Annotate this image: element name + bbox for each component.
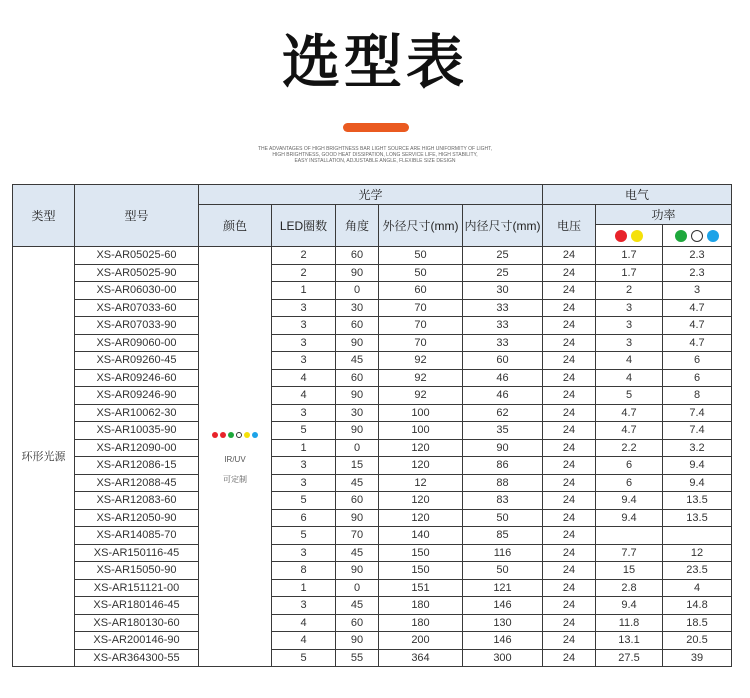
power-1-cell: 1.7	[596, 247, 663, 265]
inner-size-cell: 90	[463, 439, 543, 457]
angle-cell: 0	[336, 282, 379, 300]
header-optics: 光学	[199, 185, 543, 205]
angle-cell: 90	[336, 509, 379, 527]
angle-cell: 90	[336, 387, 379, 405]
power-2-cell: 8	[663, 387, 732, 405]
voltage-cell: 24	[543, 352, 596, 370]
voltage-cell: 24	[543, 509, 596, 527]
header-outer-size: 外径尺寸(mm)	[379, 205, 463, 247]
voltage-cell: 24	[543, 614, 596, 632]
angle-cell: 90	[336, 264, 379, 282]
led-rings-cell: 1	[272, 579, 336, 597]
model-cell: XS-AR10062-30	[75, 404, 199, 422]
table-row	[13, 509, 732, 527]
power-2-cell: 6	[663, 352, 732, 370]
power-1-cell: 13.1	[596, 632, 663, 650]
subtitle-line: HIGH BRIGHTNESS, GOOD HEAT DISSIPATION, LONG SERVICE LIFE, HIGH STABILITY,	[272, 152, 478, 158]
power-2-cell: 2.3	[663, 264, 732, 282]
power-1-cell: 4	[596, 369, 663, 387]
model-cell: XS-AR12088-45	[75, 474, 199, 492]
led-rings-cell: 3	[272, 457, 336, 475]
power-2-cell: 4.7	[663, 317, 732, 335]
power-2-cell: 13.5	[663, 509, 732, 527]
power-2-cell: 12	[663, 544, 732, 562]
white-dot-icon	[236, 432, 242, 438]
inner-size-cell: 146	[463, 597, 543, 615]
green-dot-icon	[228, 432, 234, 438]
voltage-cell: 24	[543, 422, 596, 440]
led-rings-cell: 5	[272, 649, 336, 667]
yellow-dot-icon	[631, 230, 643, 242]
led-rings-cell: 4	[272, 369, 336, 387]
inner-size-cell: 60	[463, 352, 543, 370]
blue-dot-icon	[707, 230, 719, 242]
table-row	[13, 317, 732, 335]
angle-cell: 0	[336, 579, 379, 597]
table-row	[13, 299, 732, 317]
model-cell: XS-AR06030-00	[75, 282, 199, 300]
power-1-cell: 5	[596, 387, 663, 405]
led-rings-cell: 3	[272, 299, 336, 317]
led-rings-cell: 5	[272, 492, 336, 510]
outer-size-cell: 92	[379, 369, 463, 387]
model-cell: XS-AR09246-90	[75, 387, 199, 405]
angle-cell: 90	[336, 422, 379, 440]
table-row	[13, 474, 732, 492]
angle-cell: 45	[336, 544, 379, 562]
outer-size-cell: 70	[379, 299, 463, 317]
voltage-cell: 24	[543, 247, 596, 265]
power-1-cell: 3	[596, 334, 663, 352]
inner-size-cell: 33	[463, 334, 543, 352]
selection-table	[12, 184, 732, 667]
color-cell	[199, 247, 272, 667]
outer-size-cell: 151	[379, 579, 463, 597]
inner-size-cell: 50	[463, 509, 543, 527]
inner-size-cell: 88	[463, 474, 543, 492]
table-row	[13, 544, 732, 562]
power-2-cell: 7.4	[663, 422, 732, 440]
voltage-cell: 24	[543, 562, 596, 580]
inner-size-cell: 46	[463, 387, 543, 405]
angle-cell: 60	[336, 317, 379, 335]
power-2-cell: 20.5	[663, 632, 732, 650]
angle-cell: 90	[336, 562, 379, 580]
power-1-cell: 15	[596, 562, 663, 580]
outer-size-cell: 100	[379, 404, 463, 422]
angle-cell: 60	[336, 247, 379, 265]
power-2-cell: 3.2	[663, 439, 732, 457]
table-row	[13, 597, 732, 615]
voltage-cell: 24	[543, 632, 596, 650]
led-rings-cell: 4	[272, 614, 336, 632]
inner-size-cell: 25	[463, 264, 543, 282]
power-1-cell: 9.4	[596, 492, 663, 510]
inner-size-cell: 146	[463, 632, 543, 650]
header-electrical: 电气	[543, 185, 732, 205]
outer-size-cell: 70	[379, 317, 463, 335]
power-2-cell: 2.3	[663, 247, 732, 265]
power-1-cell: 9.4	[596, 597, 663, 615]
power-2-cell: 14.8	[663, 597, 732, 615]
inner-size-cell: 86	[463, 457, 543, 475]
table-row	[13, 352, 732, 370]
voltage-cell: 24	[543, 474, 596, 492]
power-2-cell: 4	[663, 579, 732, 597]
led-rings-cell: 3	[272, 317, 336, 335]
voltage-cell: 24	[543, 334, 596, 352]
led-rings-cell: 6	[272, 509, 336, 527]
power-2-cell: 7.4	[663, 404, 732, 422]
led-rings-cell: 1	[272, 282, 336, 300]
model-cell: XS-AR12050-90	[75, 509, 199, 527]
inner-size-cell: 83	[463, 492, 543, 510]
header-type: 类型	[13, 185, 75, 247]
power-1-cell: 4.7	[596, 404, 663, 422]
outer-size-cell: 120	[379, 492, 463, 510]
accent-divider	[343, 123, 409, 132]
voltage-cell: 24	[543, 492, 596, 510]
inner-size-cell: 33	[463, 299, 543, 317]
led-rings-cell: 5	[272, 422, 336, 440]
led-rings-cell: 1	[272, 439, 336, 457]
led-rings-cell: 3	[272, 544, 336, 562]
power-1-cell: 27.5	[596, 649, 663, 667]
led-rings-cell: 3	[272, 352, 336, 370]
model-cell: XS-AR09060-00	[75, 334, 199, 352]
power-2-cell: 9.4	[663, 474, 732, 492]
outer-size-cell: 200	[379, 632, 463, 650]
power-2-cell: 39	[663, 649, 732, 667]
power-2-cell: 18.5	[663, 614, 732, 632]
led-rings-cell: 4	[272, 387, 336, 405]
green-dot-icon	[675, 230, 687, 242]
outer-size-cell: 120	[379, 457, 463, 475]
inner-size-cell: 46	[463, 369, 543, 387]
header-voltage: 电压	[543, 205, 596, 247]
inner-size-cell: 30	[463, 282, 543, 300]
header-model: 型号	[75, 185, 199, 247]
led-rings-cell: 3	[272, 404, 336, 422]
model-cell: XS-AR15050-90	[75, 562, 199, 580]
voltage-cell: 24	[543, 527, 596, 545]
subtitle	[220, 146, 530, 164]
model-cell: XS-AR200146-90	[75, 632, 199, 650]
angle-cell: 55	[336, 649, 379, 667]
outer-size-cell: 92	[379, 387, 463, 405]
power-2-cell: 9.4	[663, 457, 732, 475]
color-note-custom: 可定制	[223, 474, 247, 484]
voltage-cell: 24	[543, 282, 596, 300]
page-title: 选型表	[281, 28, 468, 96]
power-1-cell: 4.7	[596, 422, 663, 440]
table-row	[13, 334, 732, 352]
outer-size-cell: 180	[379, 597, 463, 615]
outer-size-cell: 120	[379, 509, 463, 527]
outer-size-cell: 100	[379, 422, 463, 440]
inner-size-cell: 130	[463, 614, 543, 632]
angle-cell: 30	[336, 299, 379, 317]
table-row	[13, 387, 732, 405]
outer-size-cell: 150	[379, 562, 463, 580]
outer-size-cell: 70	[379, 334, 463, 352]
power-1-cell: 6	[596, 457, 663, 475]
header-angle: 角度	[336, 205, 379, 247]
model-cell: XS-AR10035-90	[75, 422, 199, 440]
outer-size-cell: 60	[379, 282, 463, 300]
table-row	[13, 579, 732, 597]
color-dots	[199, 427, 271, 443]
table-row	[13, 264, 732, 282]
voltage-cell: 24	[543, 369, 596, 387]
header-power: 功率	[596, 205, 732, 225]
model-cell: XS-AR05025-90	[75, 264, 199, 282]
power-group-2	[663, 225, 732, 247]
model-cell: XS-AR07033-60	[75, 299, 199, 317]
angle-cell: 45	[336, 352, 379, 370]
table-body	[13, 247, 732, 667]
table-row	[13, 439, 732, 457]
power-2-cell: 6	[663, 369, 732, 387]
header-inner-size: 内径尺寸(mm)	[463, 205, 543, 247]
model-cell: XS-AR07033-90	[75, 317, 199, 335]
table-row	[13, 422, 732, 440]
outer-size-cell: 150	[379, 544, 463, 562]
power-2-cell: 4.7	[663, 334, 732, 352]
table-row	[13, 649, 732, 667]
angle-cell: 70	[336, 527, 379, 545]
power-1-cell: 3	[596, 317, 663, 335]
inner-size-cell: 35	[463, 422, 543, 440]
inner-size-cell: 116	[463, 544, 543, 562]
angle-cell: 60	[336, 492, 379, 510]
red-dot-icon	[220, 432, 226, 438]
voltage-cell: 24	[543, 544, 596, 562]
white-dot-icon	[691, 230, 703, 242]
voltage-cell: 24	[543, 404, 596, 422]
model-cell: XS-AR09260-45	[75, 352, 199, 370]
model-cell: XS-AR180130-60	[75, 614, 199, 632]
angle-cell: 60	[336, 614, 379, 632]
table-row	[13, 562, 732, 580]
subtitle-line: EASY INSTALLATION, ADJUSTABLE ANGLE, FLEXIBLE SIZE DESIGN	[294, 158, 456, 164]
power-1-cell: 2.8	[596, 579, 663, 597]
led-rings-cell: 4	[272, 632, 336, 650]
angle-cell: 45	[336, 597, 379, 615]
model-cell: XS-AR150116-45	[75, 544, 199, 562]
color-note-ir-uv: IR/UV	[224, 454, 246, 464]
voltage-cell: 24	[543, 387, 596, 405]
outer-size-cell: 140	[379, 527, 463, 545]
header-led-rings: LED圈数	[272, 205, 336, 247]
red-dot-icon	[212, 432, 218, 438]
red-dot-icon	[615, 230, 627, 242]
inner-size-cell: 62	[463, 404, 543, 422]
voltage-cell: 24	[543, 649, 596, 667]
power-1-cell: 7.7	[596, 544, 663, 562]
power-1-cell	[596, 527, 663, 545]
model-cell: XS-AR12090-00	[75, 439, 199, 457]
inner-size-cell: 300	[463, 649, 543, 667]
inner-size-cell: 85	[463, 527, 543, 545]
voltage-cell: 24	[543, 579, 596, 597]
voltage-cell: 24	[543, 439, 596, 457]
model-cell: XS-AR364300-55	[75, 649, 199, 667]
power-1-cell: 3	[596, 299, 663, 317]
outer-size-cell: 92	[379, 352, 463, 370]
outer-size-cell: 50	[379, 264, 463, 282]
header-color: 颜色	[199, 205, 272, 247]
outer-size-cell: 180	[379, 614, 463, 632]
table-row	[13, 247, 732, 265]
table-row	[13, 632, 732, 650]
table-row	[13, 614, 732, 632]
model-cell: XS-AR12086-15	[75, 457, 199, 475]
power-group-1	[596, 225, 663, 247]
voltage-cell: 24	[543, 264, 596, 282]
inner-size-cell: 33	[463, 317, 543, 335]
table-row	[13, 404, 732, 422]
angle-cell: 45	[336, 474, 379, 492]
led-rings-cell: 3	[272, 597, 336, 615]
power-1-cell: 4	[596, 352, 663, 370]
angle-cell: 90	[336, 632, 379, 650]
voltage-cell: 24	[543, 457, 596, 475]
voltage-cell: 24	[543, 597, 596, 615]
type-cell: 环形光源	[13, 247, 75, 667]
inner-size-cell: 121	[463, 579, 543, 597]
angle-cell: 90	[336, 334, 379, 352]
power-2-cell: 23.5	[663, 562, 732, 580]
outer-size-cell: 50	[379, 247, 463, 265]
outer-size-cell: 364	[379, 649, 463, 667]
model-cell: XS-AR151121-00	[75, 579, 199, 597]
model-cell: XS-AR12083-60	[75, 492, 199, 510]
power-1-cell: 9.4	[596, 509, 663, 527]
voltage-cell: 24	[543, 317, 596, 335]
table-row	[13, 369, 732, 387]
led-rings-cell: 2	[272, 247, 336, 265]
power-2-cell: 4.7	[663, 299, 732, 317]
model-cell: XS-AR14085-70	[75, 527, 199, 545]
angle-cell: 15	[336, 457, 379, 475]
led-rings-cell: 5	[272, 527, 336, 545]
angle-cell: 0	[336, 439, 379, 457]
model-cell: XS-AR180146-45	[75, 597, 199, 615]
blue-dot-icon	[252, 432, 258, 438]
led-rings-cell: 2	[272, 264, 336, 282]
led-rings-cell: 8	[272, 562, 336, 580]
led-rings-cell: 3	[272, 474, 336, 492]
inner-size-cell: 50	[463, 562, 543, 580]
inner-size-cell: 25	[463, 247, 543, 265]
outer-size-cell: 120	[379, 439, 463, 457]
table-row	[13, 527, 732, 545]
subtitle-line: THE ADVANTAGES OF HIGH BRIGHTNESS BAR LIGHT SOURCE ARE HIGH UNIFORMITY OF LIGHT,	[257, 146, 493, 152]
table-row	[13, 457, 732, 475]
table-row	[13, 282, 732, 300]
power-1-cell: 2	[596, 282, 663, 300]
model-cell: XS-AR09246-60	[75, 369, 199, 387]
power-1-cell: 1.7	[596, 264, 663, 282]
power-2-cell: 3	[663, 282, 732, 300]
led-rings-cell: 3	[272, 334, 336, 352]
table-row	[13, 492, 732, 510]
power-1-cell: 6	[596, 474, 663, 492]
power-2-cell	[663, 527, 732, 545]
model-cell: XS-AR05025-60	[75, 247, 199, 265]
angle-cell: 60	[336, 369, 379, 387]
power-2-cell: 13.5	[663, 492, 732, 510]
angle-cell: 30	[336, 404, 379, 422]
power-1-cell: 2.2	[596, 439, 663, 457]
outer-size-cell: 12	[379, 474, 463, 492]
yellow-dot-icon	[244, 432, 250, 438]
voltage-cell: 24	[543, 299, 596, 317]
power-1-cell: 11.8	[596, 614, 663, 632]
